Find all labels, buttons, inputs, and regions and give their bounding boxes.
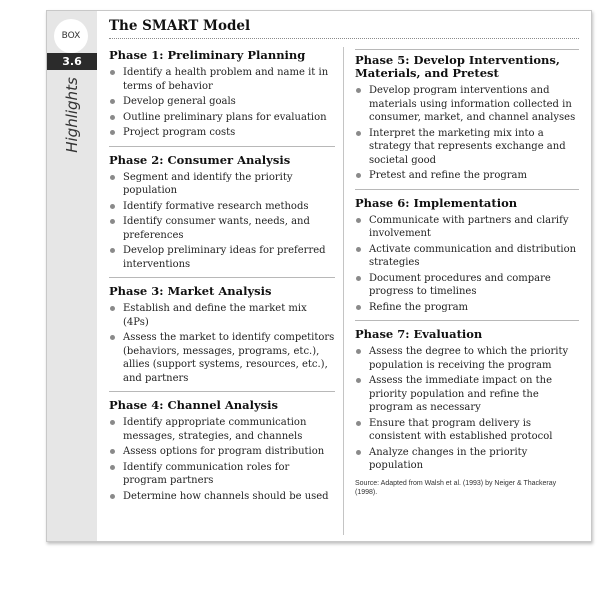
list-item: Analyze changes in the priority population <box>355 446 579 473</box>
bullet-icon <box>110 130 115 135</box>
list-item: Communicate with partners and clarify involvement <box>355 214 579 241</box>
bullet-icon <box>110 465 115 470</box>
highlight-box <box>46 10 592 542</box>
left-column <box>109 49 335 516</box>
list-item: Assess options for program distribution <box>109 445 335 459</box>
list-item: Assess the degree to which the priority population is receiving the program <box>355 345 579 372</box>
bullet-icon <box>356 421 361 426</box>
bullet-icon <box>110 219 115 224</box>
phase-list <box>355 345 579 473</box>
phase-list <box>355 214 579 315</box>
box-title: The SMART Model <box>109 18 251 34</box>
bullet-icon <box>356 131 361 136</box>
list-item: Pretest and refine the program <box>355 169 579 183</box>
phase-2 <box>109 154 335 279</box>
phase-3 <box>109 285 335 392</box>
bullet-icon <box>356 88 361 93</box>
list-item: Segment and identify the priority population <box>109 171 335 198</box>
bullet-icon <box>356 349 361 354</box>
bullet-icon <box>110 99 115 104</box>
bullet-icon <box>356 305 361 310</box>
bullet-icon <box>110 494 115 499</box>
phase-list <box>109 416 335 503</box>
phase-list <box>109 171 335 272</box>
phase-title: Phase 3: Market Analysis <box>109 284 272 298</box>
bullet-icon <box>110 449 115 454</box>
bullet-icon <box>110 335 115 340</box>
phase-title: Phase 5: Develop Interventions, Materials, and Pretest <box>355 53 560 80</box>
right-column <box>355 49 579 508</box>
phase-list <box>109 66 335 140</box>
list-item: Determine how channels should be used <box>109 490 335 504</box>
bullet-icon <box>356 276 361 281</box>
box-number: 3.6 <box>47 53 97 70</box>
bullet-icon <box>356 218 361 223</box>
list-item: Develop program interventions and materials using information collected in consumer, market, and channel analyses <box>355 84 579 125</box>
bullet-icon <box>356 173 361 178</box>
phase-7 <box>355 328 579 501</box>
list-item: Establish and define the market mix (4Ps) <box>109 302 335 329</box>
bullet-icon <box>110 175 115 180</box>
list-item: Identify formative research methods <box>109 200 335 214</box>
bullet-icon <box>110 420 115 425</box>
phase-title: Phase 2: Consumer Analysis <box>109 152 291 167</box>
bullet-icon <box>356 247 361 252</box>
list-item: Identify appropriate communication messages, strategies, and channels <box>109 416 335 443</box>
box-sidebar <box>47 11 97 541</box>
list-item: Activate communication and distribution strategies <box>355 243 579 270</box>
list-item: Ensure that program delivery is consistent with established protocol <box>355 417 579 444</box>
list-item: Identify a health problem and name it in terms of behavior <box>109 66 335 93</box>
list-item: Develop general goals <box>109 95 335 109</box>
source-note: Source: Adapted from Walsh et al. (1993) by Neiger & Thackeray (1998). <box>355 479 557 496</box>
phase-list <box>109 302 335 385</box>
column-divider <box>343 47 344 535</box>
phase-title: Phase 7: Evaluation <box>355 327 483 341</box>
bullet-icon <box>110 70 115 75</box>
box-label-badge: BOX <box>54 19 88 53</box>
list-item: Outline preliminary plans for evaluation <box>109 111 335 125</box>
bullet-icon <box>356 450 361 455</box>
bullet-icon <box>110 115 115 120</box>
section-label: Highlights <box>63 77 81 153</box>
list-item: Develop preliminary ideas for preferred interventions <box>109 244 335 271</box>
list-item: Refine the program <box>355 301 579 315</box>
phase-title: Phase 1: Preliminary Planning <box>109 48 306 62</box>
bullet-icon <box>110 306 115 311</box>
phase-1 <box>109 49 335 147</box>
list-item: Assess the market to identify competitors (behaviors, messages, programs, etc.), allies (support systems, resources, etc.), and partners <box>109 331 335 385</box>
list-item: Assess the immediate impact on the priority population and refine the program as necessary <box>355 374 579 415</box>
phase-6 <box>355 197 579 322</box>
bullet-icon <box>110 204 115 209</box>
title-divider <box>109 38 579 39</box>
phase-title: Phase 6: Implementation <box>355 195 518 210</box>
list-item: Identify consumer wants, needs, and preferences <box>109 215 335 242</box>
phase-4 <box>109 399 335 509</box>
bullet-icon <box>356 378 361 383</box>
phase-title: Phase 4: Channel Analysis <box>109 398 278 412</box>
list-item: Project program costs <box>109 126 335 140</box>
phase-5 <box>355 49 579 190</box>
bullet-icon <box>110 248 115 253</box>
list-item: Document procedures and compare progress to timelines <box>355 272 579 299</box>
list-item: Interpret the marketing mix into a strategy that represents exchange and societal good <box>355 127 579 168</box>
phase-list <box>355 84 579 183</box>
list-item: Identify communication roles for program partners <box>109 461 335 488</box>
